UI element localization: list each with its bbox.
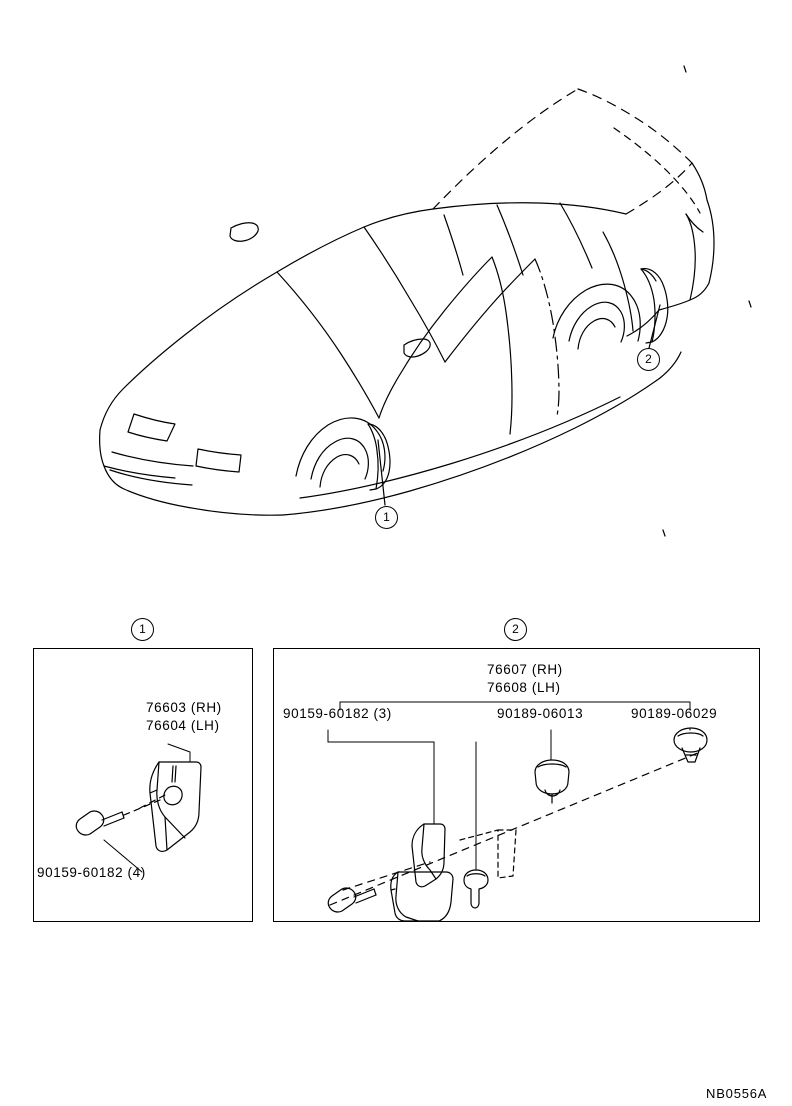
part-label-90189-06029: 90189-06029 — [631, 706, 718, 721]
part-label-76607: 76607 (RH) — [487, 662, 563, 677]
part-label-76608: 76608 (LH) — [487, 680, 561, 695]
part-label-90159-60182-3: 90159-60182 (3) — [283, 706, 392, 721]
panel-1-box — [33, 648, 253, 922]
part-label-76603: 76603 (RH) — [146, 700, 222, 715]
part-label-76604: 76604 (LH) — [146, 718, 220, 733]
callout-marker-2: 2 — [637, 348, 660, 371]
callout-marker-1: 1 — [375, 506, 398, 529]
vehicle-outline — [100, 66, 751, 536]
panel-1-callout: 1 — [131, 618, 154, 641]
panel-2-callout: 2 — [504, 618, 527, 641]
leader-line-2 — [648, 305, 660, 352]
diagram-code: NB0556A — [706, 1086, 768, 1101]
part-label-90159-60182-4: 90159-60182 (4) — [37, 865, 146, 880]
part-label-90189-06013: 90189-06013 — [497, 706, 584, 721]
